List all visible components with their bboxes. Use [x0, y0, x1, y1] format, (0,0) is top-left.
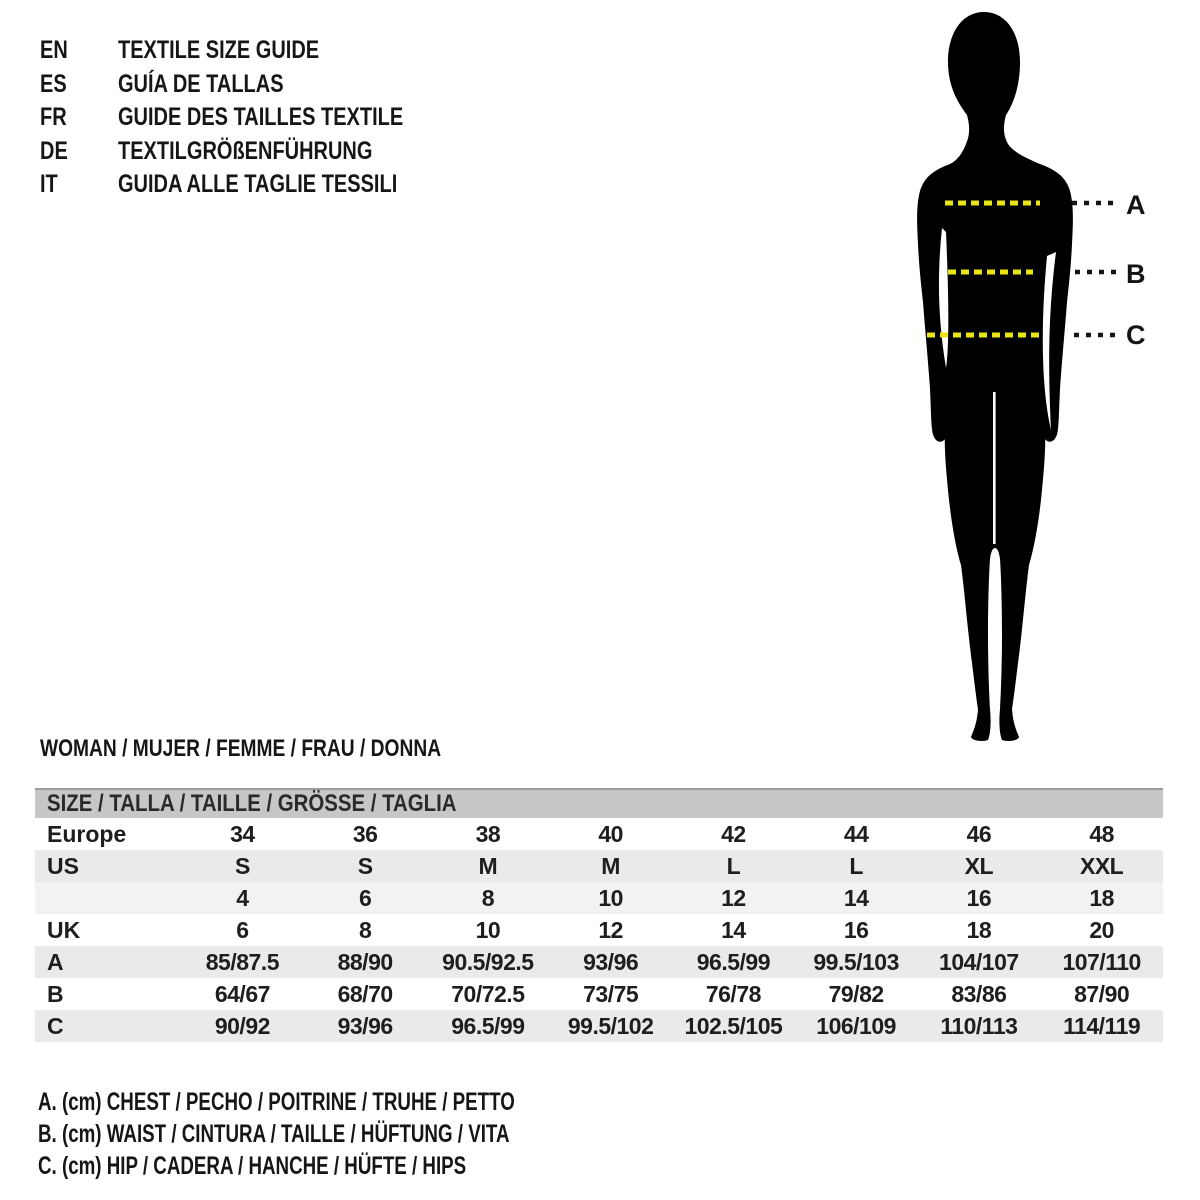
- size-cell: 90/92: [214, 1012, 270, 1039]
- size-cell: 73/75: [583, 980, 639, 1007]
- size-cell: 8: [358, 916, 372, 943]
- row-label: UK: [47, 916, 81, 943]
- size-cell: 79/82: [828, 980, 884, 1007]
- language-code: IT: [40, 170, 58, 199]
- size-cell: M: [478, 852, 498, 879]
- table-row: [35, 818, 1163, 850]
- language-row: [40, 34, 475, 68]
- measurement-legend: [38, 1086, 674, 1182]
- size-cell: 12: [721, 884, 746, 911]
- size-cell: S: [234, 852, 250, 879]
- row-label: A: [47, 948, 64, 975]
- legend-line: [38, 1150, 674, 1182]
- size-cell: 99.5/102: [567, 1012, 654, 1039]
- size-cell: 76/78: [705, 980, 761, 1007]
- size-cell: 85/87.5: [205, 948, 279, 975]
- size-cell: S: [357, 852, 373, 879]
- language-list: [40, 34, 475, 202]
- size-cell: 34: [230, 820, 255, 847]
- language-code: FR: [40, 103, 67, 132]
- size-cell: 102.5/105: [684, 1012, 783, 1039]
- language-code: ES: [40, 69, 67, 98]
- leg-gap: [993, 392, 996, 544]
- size-cell: 18: [1089, 884, 1114, 911]
- size-cell: XL: [964, 852, 994, 879]
- size-cell: M: [601, 852, 620, 879]
- size-cell: 6: [236, 916, 249, 943]
- size-table-header-text: SIZE / TALLA / TAILLE / GRÖSSE / TAGLIA: [47, 790, 457, 817]
- size-cell: 18: [966, 916, 992, 943]
- measurement-label-waist: B: [1126, 259, 1146, 289]
- size-cell: 16: [843, 916, 869, 943]
- size-cell: 96.5/99: [696, 948, 770, 975]
- size-cell: 6: [358, 884, 372, 911]
- row-label: C: [47, 1012, 64, 1039]
- size-cell: 14: [721, 916, 746, 943]
- size-table: [35, 788, 1163, 1042]
- legend-line: [38, 1118, 674, 1150]
- section-title-text: WOMAN / MUJER / FEMME / FRAU / DONNA: [40, 735, 442, 762]
- language-title: GUIDE DES TAILLES TEXTILE: [118, 103, 404, 132]
- size-cell: 20: [1089, 916, 1114, 943]
- language-title: TEXTILE SIZE GUIDE: [118, 36, 320, 65]
- size-cell: 38: [475, 820, 501, 847]
- section-title: [40, 735, 541, 763]
- size-cell: 16: [966, 884, 992, 911]
- size-cell: 96.5/99: [451, 1012, 525, 1039]
- size-cell: 87/90: [1074, 980, 1130, 1007]
- legend-line: [38, 1086, 674, 1118]
- language-code: EN: [40, 36, 68, 65]
- row-label: US: [47, 852, 79, 879]
- size-cell: 104/107: [939, 948, 1019, 975]
- size-table-body: [35, 818, 1163, 1042]
- size-cell: L: [726, 852, 741, 879]
- size-cell: 93/96: [583, 948, 639, 975]
- size-cell: 36: [352, 820, 378, 847]
- size-table-header: [35, 788, 1163, 818]
- size-cell: 68/70: [337, 980, 393, 1007]
- size-cell: 42: [721, 820, 746, 847]
- measurement-label-chest: A: [1126, 190, 1146, 220]
- language-row: [40, 101, 475, 135]
- table-row: [35, 1010, 1163, 1042]
- size-cell: 93/96: [337, 1012, 393, 1039]
- size-cell: 114/119: [1063, 1012, 1141, 1039]
- legend-line-text: B. (cm) WAIST / CINTURA / TAILLE / HÜFTUNG / VITA: [38, 1119, 510, 1148]
- size-cell: 46: [966, 820, 992, 847]
- woman-silhouette-figure: [860, 0, 1160, 760]
- size-cell: 106/109: [816, 1012, 896, 1039]
- language-row: [40, 135, 475, 169]
- size-cell: 8: [481, 884, 495, 911]
- language-row: [40, 168, 475, 202]
- language-title: GUÍA DE TALLAS: [118, 69, 284, 98]
- language-row: [40, 68, 475, 102]
- size-cell: 70/72.5: [451, 980, 525, 1007]
- size-cell: 4: [236, 884, 249, 911]
- size-cell: 107/110: [1062, 948, 1141, 975]
- size-cell: 64/67: [214, 980, 270, 1007]
- table-row: [35, 978, 1163, 1010]
- size-cell: 110/113: [940, 1012, 1018, 1039]
- size-cell: XXL: [1080, 852, 1124, 879]
- language-title: TEXTILGRÖßENFÜHRUNG: [118, 136, 373, 165]
- table-row: [35, 850, 1163, 882]
- legend-line-text: C. (cm) HIP / CADERA / HANCHE / HÜFTE / HIPS: [38, 1151, 467, 1180]
- woman-silhouette: [917, 12, 1073, 741]
- size-cell: 99.5/103: [813, 948, 899, 975]
- size-cell: 12: [598, 916, 623, 943]
- measurement-label-hip: C: [1126, 320, 1146, 350]
- table-row: [35, 946, 1163, 978]
- row-label: Europe: [47, 820, 127, 847]
- size-cell: 88/90: [337, 948, 393, 975]
- language-title: GUIDA ALLE TAGLIE TESSILI: [118, 170, 398, 199]
- size-cell: 44: [843, 820, 869, 847]
- size-cell: 40: [598, 820, 623, 847]
- table-row: [35, 882, 1163, 914]
- size-cell: 14: [843, 884, 869, 911]
- table-row: [35, 914, 1163, 946]
- legend-line-text: A. (cm) CHEST / PECHO / POITRINE / TRUHE / PETTO: [38, 1087, 515, 1116]
- row-label: B: [47, 980, 64, 1007]
- size-cell: 90.5/92.5: [442, 948, 534, 975]
- size-cell: 48: [1089, 820, 1114, 847]
- size-cell: 83/86: [951, 980, 1007, 1007]
- size-cell: 10: [598, 884, 623, 911]
- language-code: DE: [40, 136, 68, 165]
- size-cell: L: [849, 852, 863, 879]
- size-cell: 10: [475, 916, 501, 943]
